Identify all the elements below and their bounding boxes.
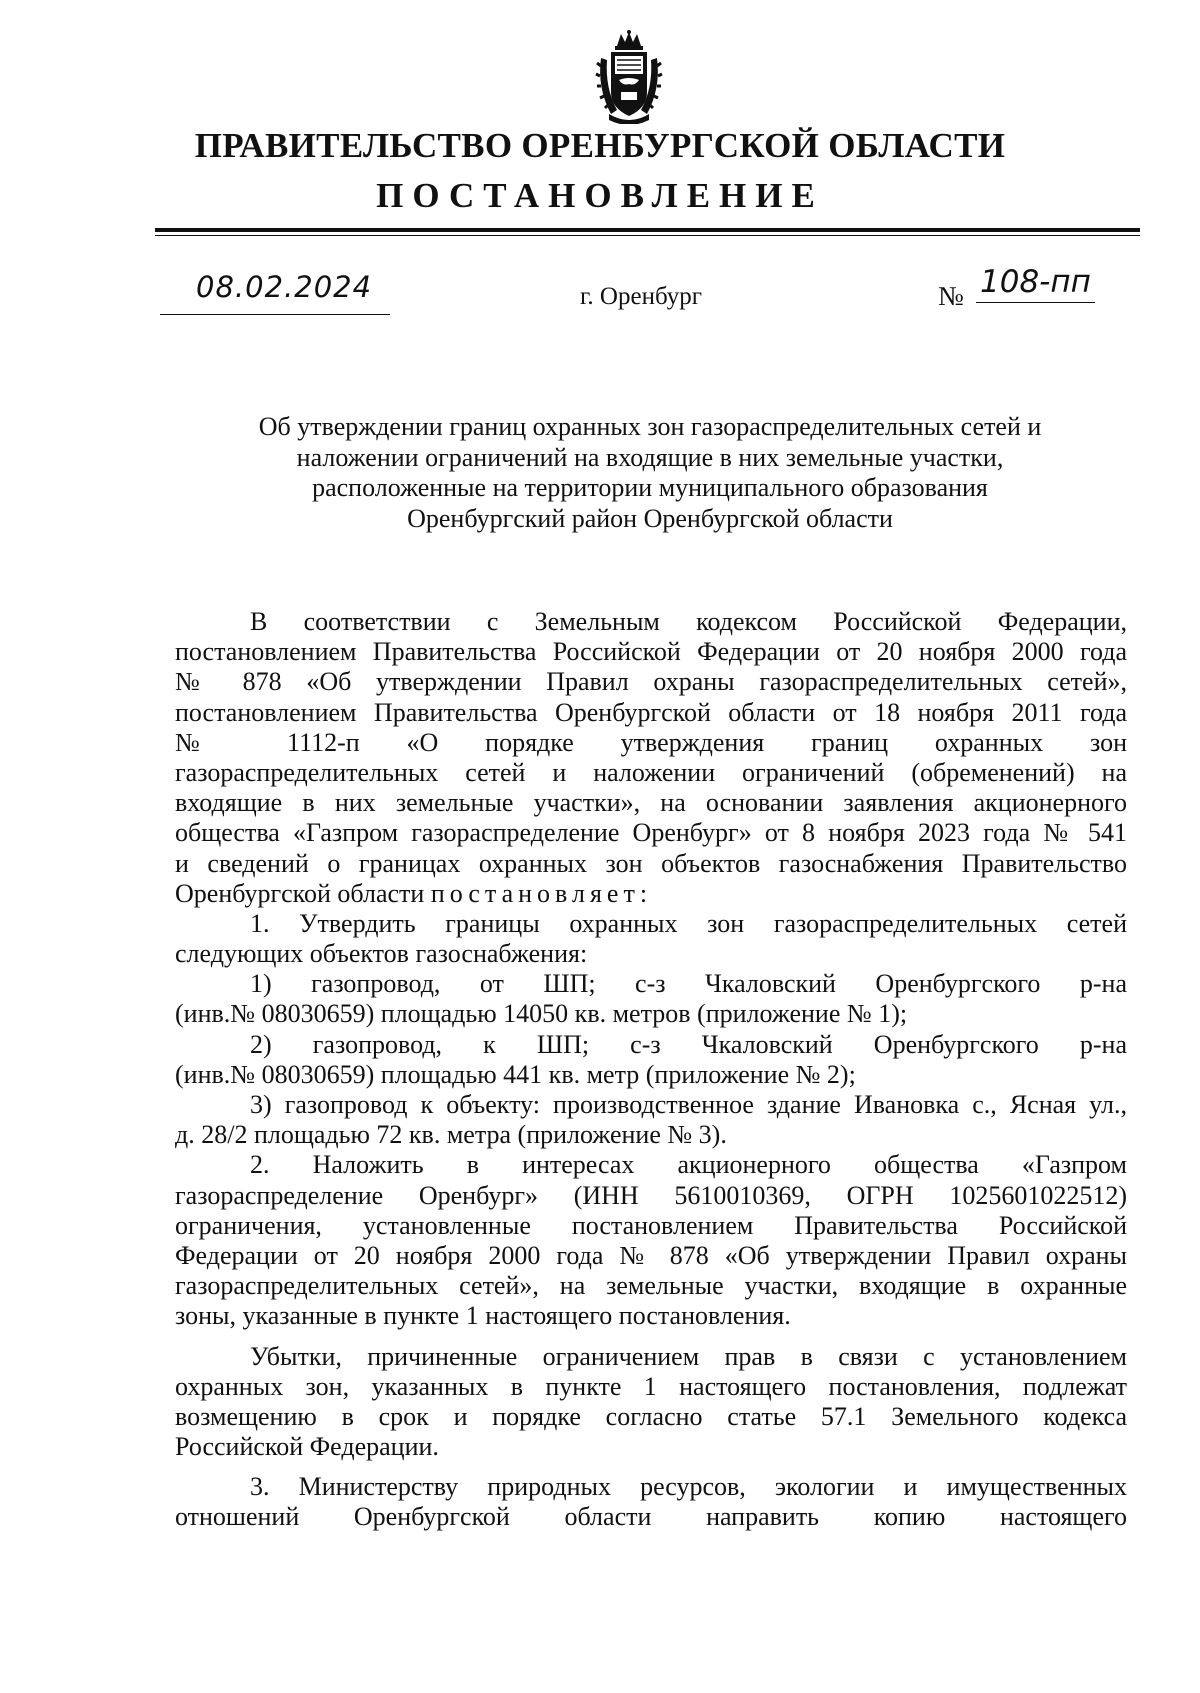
- title-line: наложении ограничений на входящие в них земельные участки,: [296, 442, 1004, 472]
- body-line: Федерации от 20 ноября 2000 года № 878 «Об утверждении Правил охраны: [175, 1240, 1127, 1270]
- body-line: возмещению в срок и порядке согласно статье 57.1 Земельного кодекса: [175, 1401, 1127, 1431]
- header-rule-thin: [155, 235, 1140, 236]
- body-line: (инв.№ 08030659) площадью 441 кв. метр (приложение № 2);: [175, 1059, 856, 1089]
- body-line: зоны, указанные в пункте 1 настоящего постановления.: [175, 1301, 791, 1331]
- body-line: 3. Министерству природных ресурсов, экологии и имущественных: [250, 1472, 1127, 1502]
- body-line: Убытки, причиненные ограничением прав в связи с установлением: [250, 1341, 1127, 1371]
- body-line: газораспределительных сетей», на земельные участки, входящие в охранные: [175, 1271, 1127, 1301]
- body-line: Российской Федерации.: [175, 1432, 439, 1462]
- city-name: г. Оренбург: [580, 283, 702, 310]
- title-line: расположенные на территории муниципального образования: [312, 473, 988, 502]
- body-line: [175, 879, 1127, 909]
- document-title: [160, 412, 1140, 534]
- body-line: постановлением Правительства Российской Федерации от 20 ноября 2000 года: [175, 637, 1127, 667]
- body-line: 2. Наложить в интересах акционерного общества «Газпром: [250, 1150, 1127, 1180]
- body-line: 2) газопровод, к ШП; с-з Чкаловский Оренбургского р-на: [250, 1029, 1127, 1059]
- body-text: Оренбургской области: [175, 878, 425, 908]
- body-line: 1) газопровод, от ШП; с-з Чкаловский Оренбургского р-на: [250, 969, 1127, 999]
- handwritten-date: 08.02.2024: [196, 270, 373, 304]
- spaced-verb: постановляет:: [430, 878, 653, 908]
- body-line: газораспределение Оренбург» (ИНН 5610010369, ОГРН 1025601022512): [175, 1180, 1127, 1210]
- document-body: [175, 607, 1127, 1533]
- body-line: д. 28/2 площадью 72 кв. метра (приложение № 3).: [175, 1120, 727, 1150]
- date-field: [160, 268, 390, 315]
- body-line: газораспределительных сетей и наложении ограничений (обременений) на: [175, 757, 1127, 787]
- body-line: ограничения, установленные постановлением Правительства Российской: [175, 1210, 1127, 1240]
- title-line: Оренбургский район Оренбургской области: [407, 503, 893, 533]
- organization-name: ПРАВИТЕЛЬСТВО ОРЕНБУРГСКОЙ ОБЛАСТИ: [194, 126, 1006, 165]
- body-line: 1. Утвердить границы охранных зон газораспределительных сетей: [250, 908, 1127, 938]
- body-line: 3) газопровод к объекту: производственное здание Ивановка с., Ясная ул.,: [250, 1090, 1127, 1119]
- document-type: ПОСТАНОВЛЕНИЕ: [376, 176, 824, 215]
- body-line: следующих объектов газоснабжения:: [175, 939, 588, 969]
- body-line: общества «Газпром газораспределение Оренбург» от 8 ноября 2023 года № 541: [175, 818, 1127, 848]
- coat-of-arms-emblem: [595, 30, 663, 124]
- body-line: № 1112-п «О порядке утверждения границ охранных зон: [175, 727, 1127, 757]
- body-line: № 878 «Об утверждении Правил охраны газораспределительных сетей»,: [175, 667, 1127, 697]
- body-line: В соответствии с Земельным кодексом Российской Федерации,: [250, 607, 1127, 636]
- body-line: (инв.№ 08030659) площадью 14050 кв. метров (приложение № 1);: [175, 999, 908, 1029]
- number-label: №: [938, 281, 964, 311]
- body-line: отношений Оренбургской области направить копию настоящего: [175, 1502, 1127, 1532]
- body-line: постановлением Правительства Оренбургской области от 18 ноября 2011 года: [175, 697, 1127, 727]
- body-line: охранных зон, указанных в пункте 1 настоящего постановления, подлежат: [175, 1371, 1127, 1401]
- title-line: Об утверждении границ охранных зон газораспределительных сетей и: [258, 412, 1042, 441]
- handwritten-document-number: 108-пп: [976, 264, 1095, 303]
- body-line: и сведений о границах охранных зон объектов газоснабжения Правительство: [175, 848, 1127, 878]
- header-rule-thick: [155, 228, 1140, 232]
- body-line: входящие в них земельные участки», на основании заявления акционерного: [175, 788, 1127, 818]
